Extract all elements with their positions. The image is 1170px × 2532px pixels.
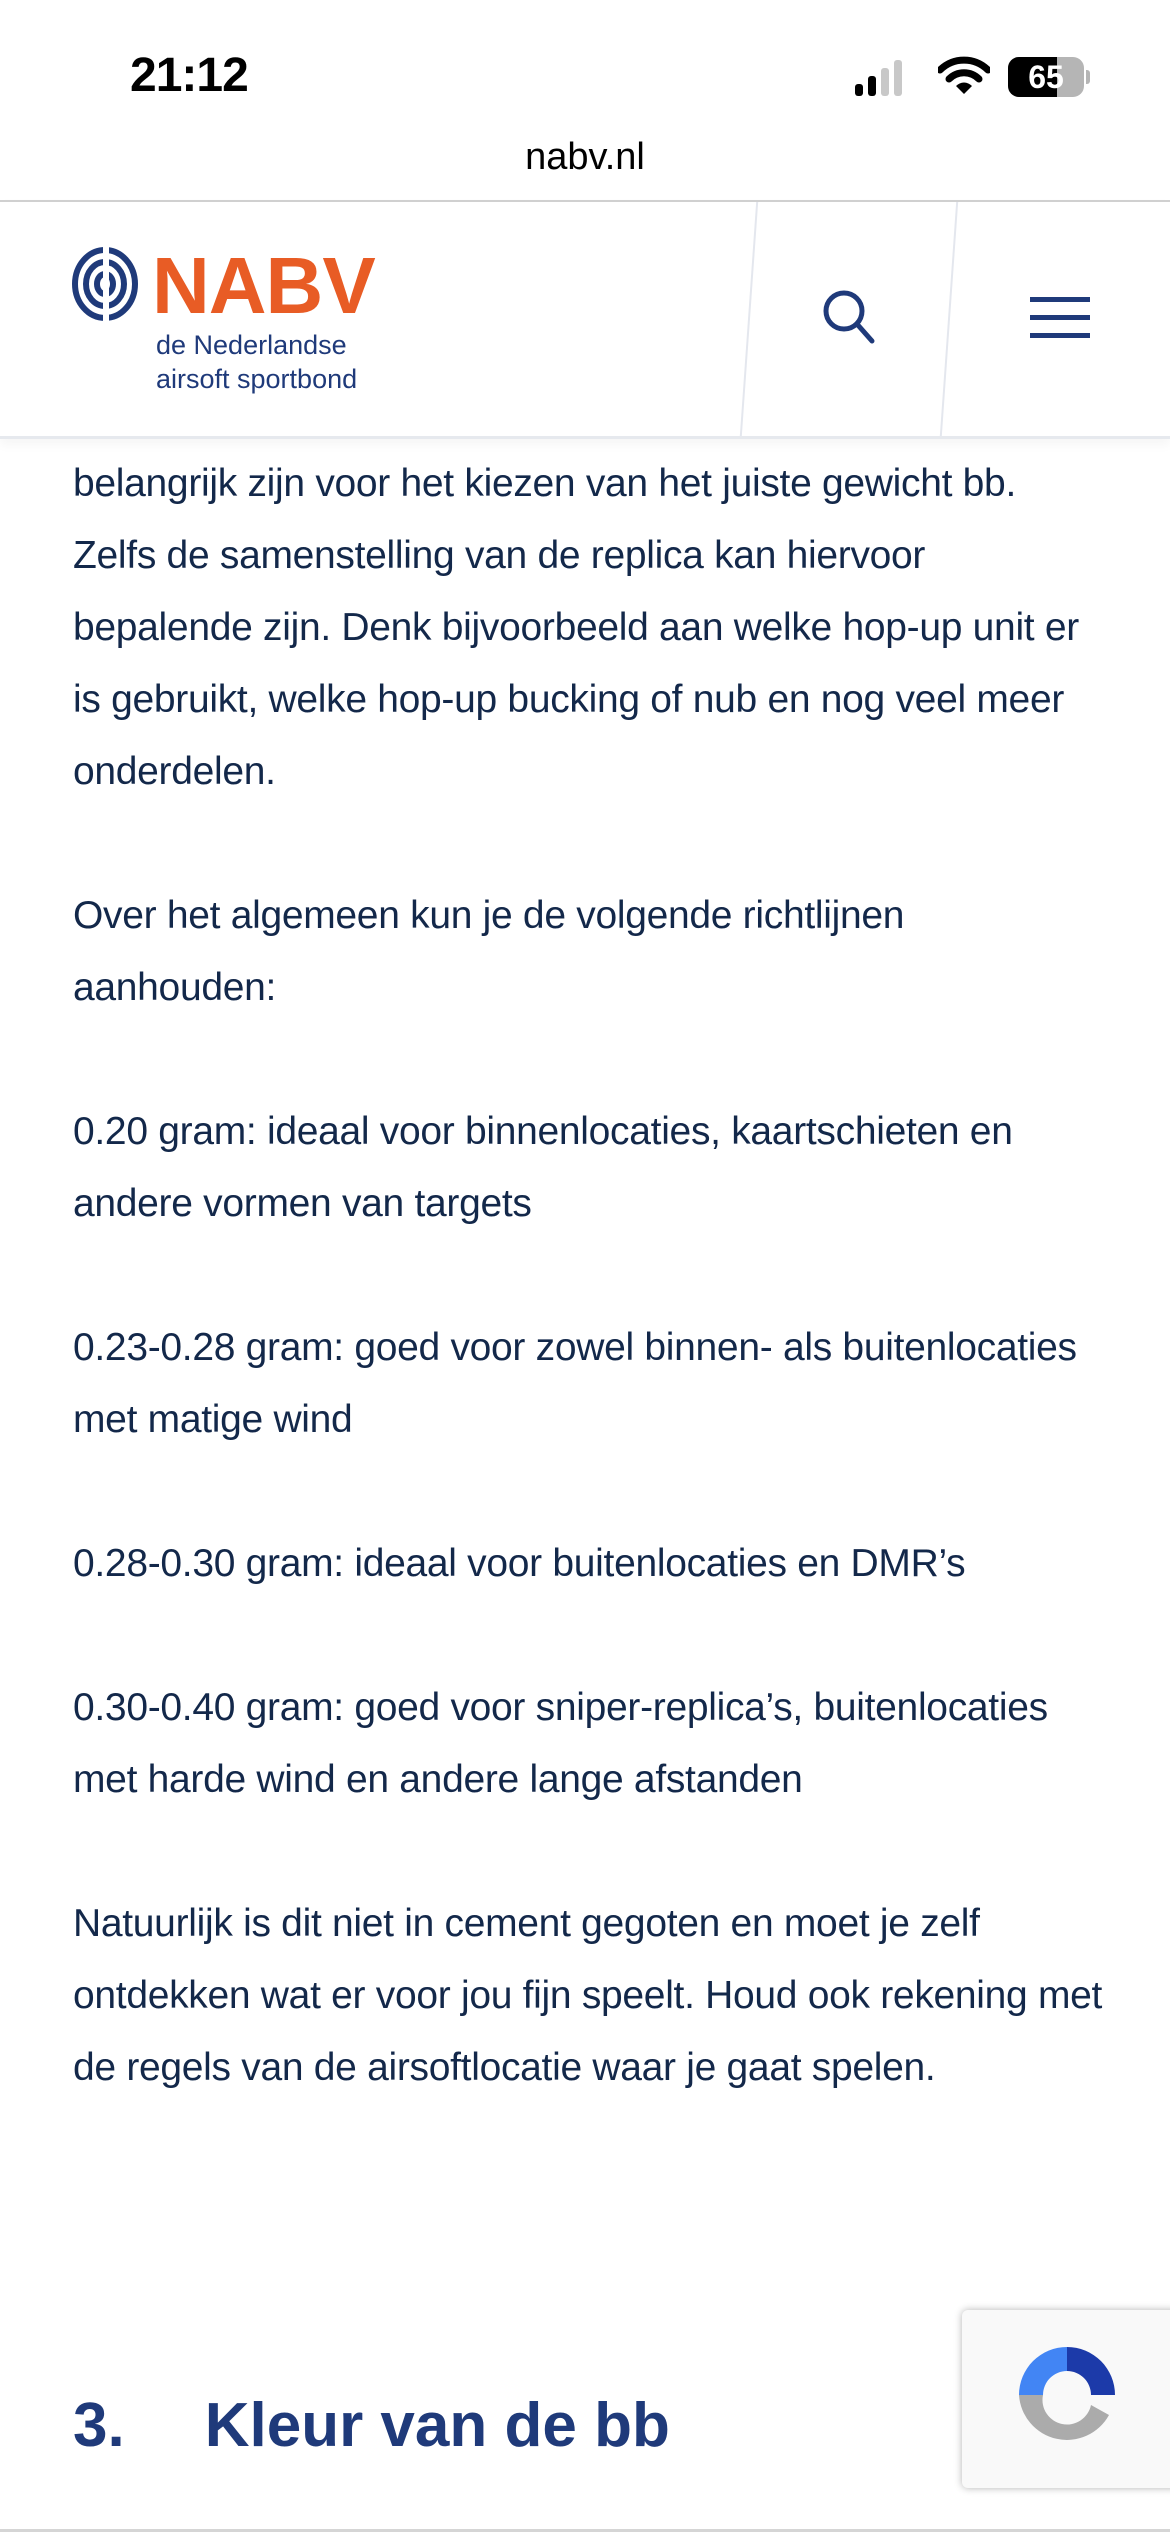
paragraph: Natuurlijk is dit niet in cement gegoten en moet je zelf ontdekken wat er voor jou fijn speelt. Houd ook rekening met de regels van de airsoftlocatie waar je gaat spelen. [73, 1902, 1103, 2089]
battery-icon [1008, 57, 1084, 97]
paragraph: belangrijk zijn voor het kiezen van het juiste gewicht bb. Zelfs de samenstelling van de replica kan hiervoor bepalende zijn. Denk bijvoorbeeld aan welke hop-up unit er is gebruikt, welke hop-up bucking of nub en nog veel meer onderdelen. [73, 462, 1079, 793]
logo-wordmark: NABV [152, 241, 375, 330]
paragraph: 0.30-0.40 gram: goed voor sniper-replica’s, buitenlocaties met harde wind en andere lange afstanden [73, 1686, 1048, 1801]
logo-tagline-line-2: airsoft sportbond [156, 364, 358, 394]
paragraph: 0.28-0.30 gram: ideaal voor buitenlocaties en DMR’s [73, 1542, 966, 1585]
article-body [73, 448, 1103, 2176]
paragraph: Over het algemeen kun je de volgende richtlijnen aanhouden: [73, 894, 905, 1009]
section-title: Kleur van de bb [204, 2391, 670, 2460]
address-bar-url[interactable]: nabv.nl [525, 136, 645, 178]
status-time: 21:12 [130, 49, 248, 102]
wifi-icon [938, 56, 990, 96]
recaptcha-badge[interactable] [962, 2310, 1170, 2488]
paragraph: 0.20 gram: ideaal voor binnenlocaties, kaartschieten en andere vormen van targets [73, 1110, 1013, 1225]
section-number: 3. [73, 2391, 125, 2460]
hamburger-menu-icon [1030, 295, 1090, 339]
search-button[interactable] [800, 262, 900, 372]
header-divider [940, 202, 958, 436]
battery-level: 65 [1028, 59, 1064, 95]
status-bar [0, 0, 1170, 150]
search-icon [820, 287, 880, 347]
section-heading [73, 2390, 670, 2461]
paragraph: 0.23-0.28 gram: goed voor zowel binnen- als buitenlocaties met matige wind [73, 1326, 1077, 1441]
logo-tagline-line-1: de Nederlandse [156, 330, 347, 360]
target-logo-icon [70, 246, 140, 322]
header-divider [740, 202, 758, 436]
cellular-signal-icon [855, 60, 902, 96]
menu-button[interactable] [1010, 262, 1110, 372]
logo-tagline [156, 328, 357, 396]
recaptcha-icon [1007, 2335, 1127, 2455]
site-header [0, 200, 1170, 439]
